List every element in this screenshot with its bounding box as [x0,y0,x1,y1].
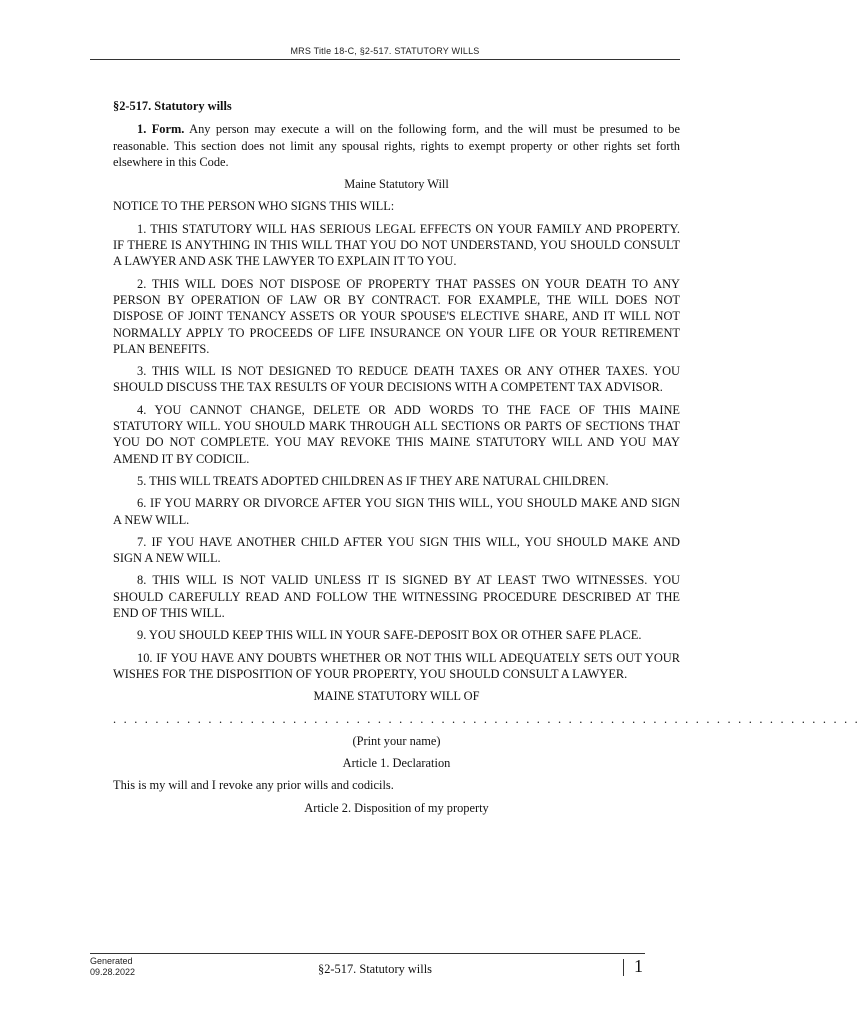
notice-item: 3. THIS WILL IS NOT DESIGNED TO REDUCE DEATH TAXES OR ANY OTHER TAXES. YOU SHOULD DISCUSS THE TAX RESULTS OF YOUR DECISIONS WITH A COMPETENT TAX ADVISOR. [113,364,680,395]
notice-item: 7. IF YOU HAVE ANOTHER CHILD AFTER YOU SIGN THIS WILL, YOU SHOULD MAKE AND SIGN A NEW WILL. [113,534,680,566]
notice-item: 9. YOU SHOULD KEEP THIS WILL IN YOUR SAFE-DEPOSIT BOX OR OTHER SAFE PLACE. [137,628,642,643]
notice-item: 4. YOU CANNOT CHANGE, DELETE OR ADD WORDS TO THE FACE OF THIS MAINE STATUTORY WILL. YOU SHOULD MARK THROUGH ALL SECTIONS OR PARTS OF SECTIONS THAT YOU DO NOT COMPLETE. YOU MAY REVOKE THIS MAINE STATUTORY WILL AND YOU MAY AMEND IT BY CODICIL. [113,402,680,466]
notice-item: 6. IF YOU MARRY OR DIVORCE AFTER YOU SIGN THIS WILL, YOU SHOULD MAKE AND SIGN A NEW WILL. [113,496,680,527]
notice-item: 8. THIS WILL IS NOT VALID UNLESS IT IS SIGNED BY AT LEAST TWO WITNESSES. YOU SHOULD CAREFULLY READ AND FOLLOW THE WITNESSING PROCEDURE DESCRIBED AT THE END OF THIS WILL. [113,573,680,621]
page-number: 1 [634,956,643,976]
footer-title: §2-517. Statutory wills [318,962,432,976]
notice-item: 10. IF YOU HAVE ANY DOUBTS WHETHER OR NOT THIS WILL ADEQUATELY SETS OUT YOUR WISHES FOR THE DISPOSITION OF YOUR PROPERTY, YOU SHOULD CONSULT A LAWYER. [113,650,680,681]
print-name-label: (Print your name) [352,733,441,748]
footer-divider [90,953,645,954]
article-2-title: Article 2. Disposition of my property [304,800,489,815]
notice-item: 5. THIS WILL TREATS ADOPTED CHILDREN AS IF THEY ARE NATURAL CHILDREN. [137,473,609,488]
notice-heading: NOTICE TO THE PERSON WHO SIGNS THIS WILL: [113,199,395,214]
section-title: §2-517. Statutory wills [113,99,232,113]
notice-item: 1. THIS STATUTORY WILL HAS SERIOUS LEGAL EFFECTS ON YOUR FAMILY AND PROPERTY. IF THERE IS ANYTHING IN THIS WILL THAT YOU DO NOT UNDERSTAND, YOU SHOULD CONSULT A LAWYER AND ASK THE LAWYER TO EXPLAIN IT TO YOU. [113,221,680,269]
article-1-text: This is my will and I revoke any prior wills and codicils. [113,778,394,793]
form-paragraph [113,121,680,170]
form-label: 1. Form. [137,122,185,137]
footer-separator [623,959,624,976]
article-1-title: Article 1. Declaration [342,756,451,771]
generated-date: 09.28.2022 [90,967,136,977]
running-header: MRS Title 18-C, §2-517. STATUTORY WILLS [290,46,480,56]
header-divider [90,59,680,60]
name-line: . . . . . . . . . . . . . . . . . . . . . . . . . . . . . . . . . . . . . . . . . . . . . . . . . . . . . . . . . . . . . . . . . . . . . . . [113,711,860,726]
form-title: Maine Statutory Will [344,177,449,192]
footer-generated [90,956,135,978]
will-of-heading: MAINE STATUTORY WILL OF [313,689,480,704]
notice-item: 2. THIS WILL DOES NOT DISPOSE OF PROPERTY THAT PASSES ON YOUR DEATH TO ANY PERSON BY OPERATION OF LAW OR BY CONTRACT. FOR EXAMPLE, THE WILL DOES NOT DISPOSE OF JOINT TENANCY ASSETS OR YOUR SPOUSE'S ELECTIVE SHARE, AND IT WILL NOT NORMALLY APPLY TO PROCEEDS OF LIFE INSURANCE ON YOUR LIFE OR YOUR RETIREMENT PLAN BENEFITS. [113,276,680,356]
document-body [113,98,860,822]
generated-label: Generated [90,956,133,966]
form-text: Any person may execute a will on the following form, and the will must be presumed to be reasonable. This section does not limit any spousal rights, rights to exempt property or other rights set forth elsewhere in this Code. [113,122,680,169]
